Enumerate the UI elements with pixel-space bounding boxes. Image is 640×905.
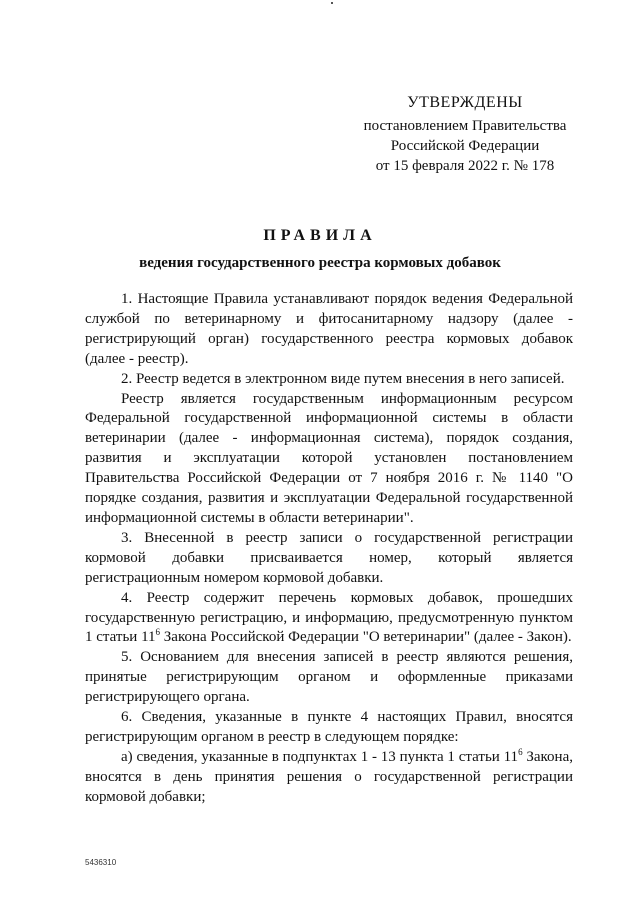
approval-heading: УТВЕРЖДЕНЫ [407, 94, 523, 111]
paragraph-4 [85, 589, 573, 649]
paragraph-4-text-a: 4. Реестр содержит перечень кормовых добавок, прошедших государственную регистрацию, и информацию, предусмотренную пунктом 1 статьи 11 [85, 589, 573, 646]
paragraph-1: 1. Настоящие Правила устанавливают порядок ведения Федеральной службой по ветеринарному и фитосанитарному надзору (далее - регистрирующий орган) государственного реестра кормовых добавок (далее - реестр). [85, 291, 573, 367]
approval-line-1: постановлением Правительства [363, 118, 567, 134]
footer-code: 5436310 [85, 858, 117, 867]
document-body [85, 290, 573, 808]
paragraph-4-text-b: Закона Российской Федерации "О ветеринарии" (далее - Закон). [160, 629, 572, 646]
document-title: ПРАВИЛА [263, 227, 377, 244]
paragraph-3: 3. Внесенной в реестр записи о государственной регистрации кормовой добавки присваивается номер, который является регистрационным номером кормовой добавки. [85, 529, 573, 586]
paragraph-6-a [85, 748, 573, 808]
page-mark [331, 2, 333, 4]
paragraph-4-superscript: 6 [155, 627, 161, 638]
paragraph-6-a-superscript: 6 [518, 746, 523, 757]
paragraph-5: 5. Основанием для внесения записей в реестр являются решения, принятые регистрирующим органом и оформленные приказами регистрирующего органа. [85, 649, 573, 706]
approval-line-3: от 15 февраля 2022 г. № 178 [375, 158, 555, 174]
paragraph-6: 6. Сведения, указанные в пункте 4 настоящих Правил, вносятся регистрирующим органом в реестр в следующем порядке: [85, 709, 573, 745]
paragraph-6-a-text-a: а) сведения, указанные в подпунктах 1 - 13 пункта 1 статьи 11 [121, 748, 519, 765]
approval-block [355, 93, 575, 176]
paragraph-2-registry: Реестр является государственным информационным ресурсом Федеральной государственной информационной системы в области ветеринарии (далее - информационная система), порядок создания, развития и эксплуатации которой установлен постановлением Правительства Российской Федерации от 7 ноября 2016 г. № 1140 "О порядке создания, развития и эксплуатации Федеральной государственной информационной системы в области ветеринарии". [85, 390, 573, 526]
approval-line-2: Российской Федерации [390, 138, 540, 154]
document-subtitle: ведения государственного реестра кормовых добавок [139, 255, 501, 271]
paragraph-6-a-text-b: Закона, вносятся в день принятия решения о государственной регистрации кормовой добавки; [85, 748, 573, 805]
paragraph-2: 2. Реестр ведется в электронном виде путем внесения в него записей. [121, 370, 565, 387]
